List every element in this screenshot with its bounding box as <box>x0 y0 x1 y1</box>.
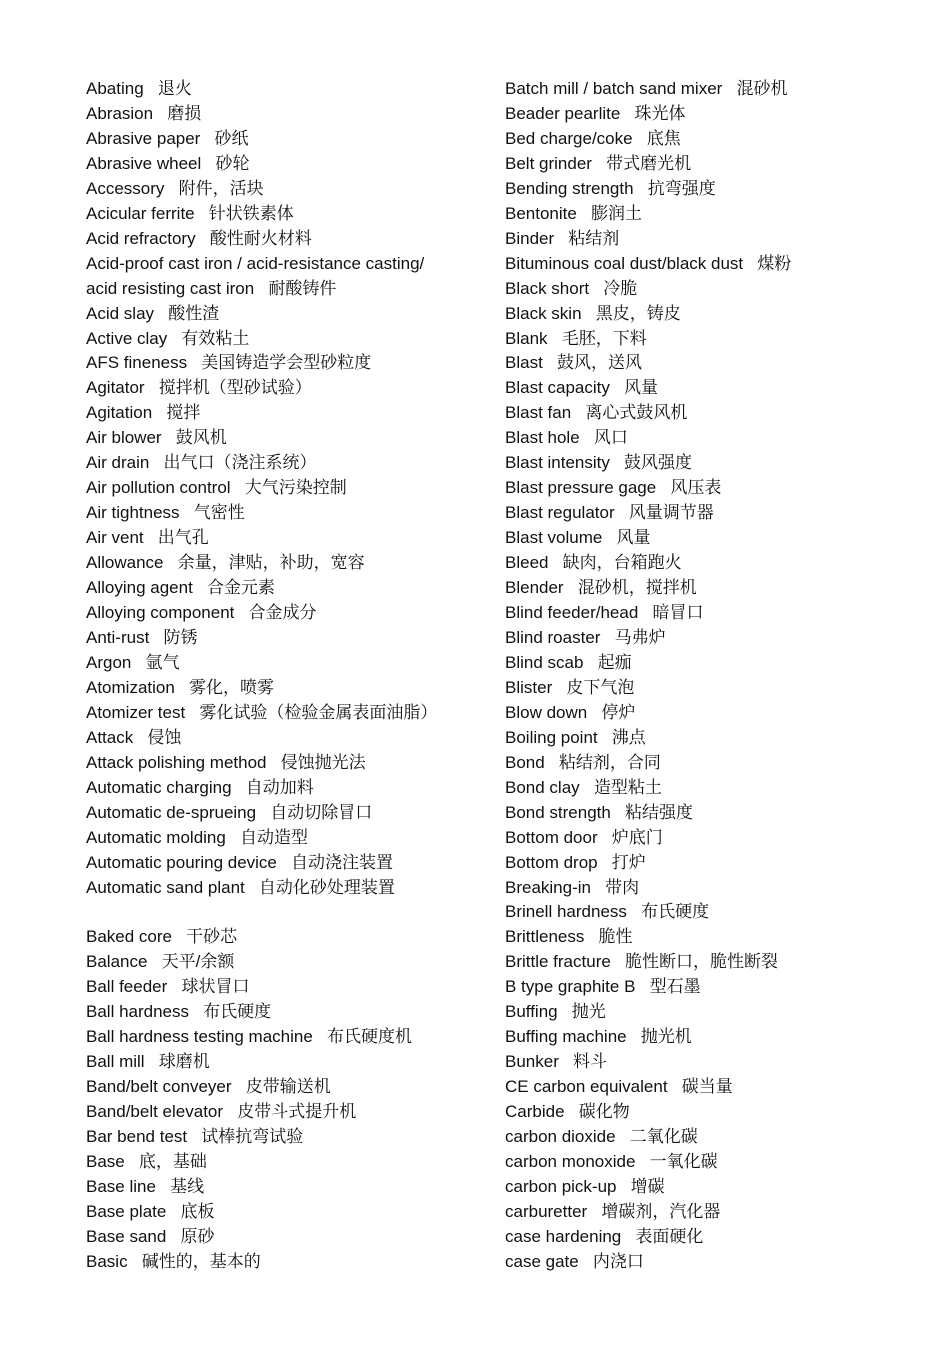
glossary-entry: Alloying component 合金成分 <box>86 603 317 623</box>
glossary-entry: Beader pearlite 珠光体 <box>505 103 686 123</box>
glossary-entry: Base plate 底板 <box>86 1201 215 1221</box>
glossary-entry: Bentonite 膨润土 <box>505 203 643 223</box>
glossary-entry: Bed charge/coke 底焦 <box>505 128 681 148</box>
glossary-entry: Automatic charging 自动加料 <box>86 777 314 797</box>
glossary-entry: Atomization 雾化，喷雾 <box>86 677 274 697</box>
glossary-entry: Accessory 附件，活块 <box>86 178 264 198</box>
glossary-entry: Bottom drop 打炉 <box>505 852 646 872</box>
glossary-entry: Argon 氩气 <box>86 652 180 672</box>
glossary-entry: Blister 皮下气泡 <box>505 677 635 697</box>
glossary-entry: carbon monoxide 一氧化碳 <box>505 1151 718 1171</box>
glossary-entry: Bond strength 粘结强度 <box>505 802 694 822</box>
glossary-entry: Bond 粘结剂，合同 <box>505 752 661 772</box>
glossary-entry: Black skin 黑皮，铸皮 <box>505 303 681 323</box>
glossary-entry: Brittle fracture 脆性断口，脆性断裂 <box>505 952 778 972</box>
glossary-entry: Air vent 出气孔 <box>86 528 209 548</box>
glossary-entry: Blind feeder/head 暗冒口 <box>505 603 704 623</box>
glossary-entry: Baked core 干砂芯 <box>86 927 238 947</box>
glossary-entry: Air pollution control 大气污染控制 <box>86 478 347 498</box>
glossary-entry: Air drain 出气口（浇注系统） <box>86 453 317 473</box>
glossary-entry: case gate 内浇口 <box>505 1251 644 1271</box>
glossary-entry: Abating 退火 <box>86 79 192 98</box>
glossary-entry: Base line 基线 <box>86 1176 205 1196</box>
glossary-entry: Bending strength 抗弯强度 <box>505 178 716 198</box>
glossary-entry: Boiling point 沸点 <box>505 727 646 747</box>
glossary-entry: Bottom door 炉底门 <box>505 827 663 847</box>
glossary-entry: Acid slay 酸性渣 <box>86 303 220 323</box>
glossary-entry: Base sand 原砂 <box>86 1226 215 1246</box>
glossary-entry: AFS fineness 美国铸造学会型砂粒度 <box>86 353 372 373</box>
glossary-entry: Bond clay 造型粘土 <box>505 777 662 797</box>
glossary-entry: Belt grinder 带式磨光机 <box>505 153 692 173</box>
glossary-entry: Acicular ferrite 针状铁素体 <box>86 203 294 223</box>
glossary-entry: Blow down 停炉 <box>505 702 636 722</box>
glossary-entry: Agitator 搅拌机（型砂试验） <box>86 378 312 398</box>
glossary-entry: Blender 混砂机，搅拌机 <box>505 578 697 598</box>
glossary-entry: Blast hole 风口 <box>505 428 628 448</box>
glossary-entry: Abrasive wheel 砂轮 <box>86 153 250 173</box>
glossary-entry: acid resisting cast iron 耐酸铸件 <box>86 278 337 298</box>
glossary-entry: Blind scab 起痂 <box>505 652 632 672</box>
glossary-entry: carbon dioxide 二氧化碳 <box>505 1127 698 1147</box>
glossary-column-right <box>505 77 925 1275</box>
glossary-entry: carburetter 增碳剂，汽化器 <box>505 1201 721 1221</box>
glossary-entry: B type graphite B 型石墨 <box>505 977 701 997</box>
glossary-entry: case hardening 表面硬化 <box>505 1226 704 1246</box>
glossary-entry: Brinell hardness 布氏硬度 <box>505 902 710 922</box>
glossary-entry: Black short 冷脆 <box>505 278 638 298</box>
glossary-entry: Breaking-in 带肉 <box>505 877 640 897</box>
glossary-entry: Automatic sand plant 自动化砂处理装置 <box>86 877 395 897</box>
glossary-entry: Blast capacity 风量 <box>505 378 659 398</box>
glossary-entry: Blast volume 风量 <box>505 528 651 548</box>
glossary-entry: Abrasion 磨损 <box>86 103 202 123</box>
glossary-entry: Balance 天平/余额 <box>86 952 235 972</box>
glossary-entry: Blast 鼓风，送风 <box>505 353 642 373</box>
glossary-entry: Band/belt conveyer 皮带输送机 <box>86 1077 331 1097</box>
glossary-entry: Blast pressure gage 风压表 <box>505 478 722 498</box>
glossary-entry: Acid-proof cast iron / acid-resistance casting/ <box>86 253 425 273</box>
glossary-entry: Base 底，基础 <box>86 1151 207 1171</box>
glossary-entry: Active clay 有效粘土 <box>86 328 250 348</box>
glossary-entry: Allowance 余量，津贴，补助，宽容 <box>86 553 365 573</box>
glossary-entry: Air blower 鼓风机 <box>86 428 227 448</box>
glossary-entry: Blind roaster 马弗炉 <box>505 627 666 647</box>
glossary-entry: Automatic pouring device 自动浇注装置 <box>86 852 394 872</box>
glossary-entry: Buffing 抛光 <box>505 1002 606 1022</box>
glossary-entry: Batch mill / batch sand mixer 混砂机 <box>505 79 788 98</box>
glossary-entry: Ball hardness testing machine 布氏硬度机 <box>86 1027 412 1047</box>
glossary-entry: Blank 毛胚，下料 <box>505 328 647 348</box>
glossary-entry: Attack 侵蚀 <box>86 727 182 747</box>
glossary-entry: Carbide 碳化物 <box>505 1102 630 1122</box>
glossary-entry: Basic 碱性的，基本的 <box>86 1251 261 1271</box>
glossary-entry: Bar bend test 试棒抗弯试验 <box>86 1127 304 1147</box>
glossary-entry: Attack polishing method 侵蚀抛光法 <box>86 752 366 772</box>
glossary-entry: Atomizer test 雾化试验（检验金属表面油脂） <box>86 702 438 722</box>
glossary-column-left <box>86 77 486 1275</box>
glossary-entry: Blast intensity 鼓风强度 <box>505 453 693 473</box>
glossary-entry: Automatic de-sprueing 自动切除冒口 <box>86 802 373 822</box>
glossary-entry: Agitation 搅拌 <box>86 403 201 423</box>
glossary-entry: Automatic molding 自动造型 <box>86 827 309 847</box>
glossary-entry: Abrasive paper 砂纸 <box>86 128 249 148</box>
glossary-entry: Anti-rust 防锈 <box>86 627 198 647</box>
glossary-entry: Brittleness 脆性 <box>505 927 633 947</box>
glossary-entry: Buffing machine 抛光机 <box>505 1027 692 1047</box>
glossary-entry: Blast regulator 风量调节器 <box>505 503 714 523</box>
glossary-entry: Air tightness 气密性 <box>86 503 245 523</box>
glossary-entry: Ball hardness 布氏硬度 <box>86 1002 272 1022</box>
glossary-entry: Bituminous coal dust/black dust 煤粉 <box>505 253 792 273</box>
glossary-entry: Alloying agent 合金元素 <box>86 578 275 598</box>
glossary-entry: Band/belt elevator 皮带斗式提升机 <box>86 1102 357 1122</box>
glossary-entry: CE carbon equivalent 碳当量 <box>505 1077 733 1097</box>
glossary-entry: Acid refractory 酸性耐火材料 <box>86 228 312 248</box>
glossary-entry: Bleed 缺肉，台箱跑火 <box>505 553 682 573</box>
glossary-entry: Ball mill 球磨机 <box>86 1052 210 1072</box>
glossary-entry: Bunker 料斗 <box>505 1052 608 1072</box>
glossary-entry: carbon pick-up 增碳 <box>505 1176 665 1196</box>
glossary-entry: Ball feeder 球状冒口 <box>86 977 250 997</box>
glossary-entry: Blast fan 离心式鼓风机 <box>505 403 688 423</box>
glossary-entry: Binder 粘结剂 <box>505 228 620 248</box>
section-gap <box>86 900 486 925</box>
